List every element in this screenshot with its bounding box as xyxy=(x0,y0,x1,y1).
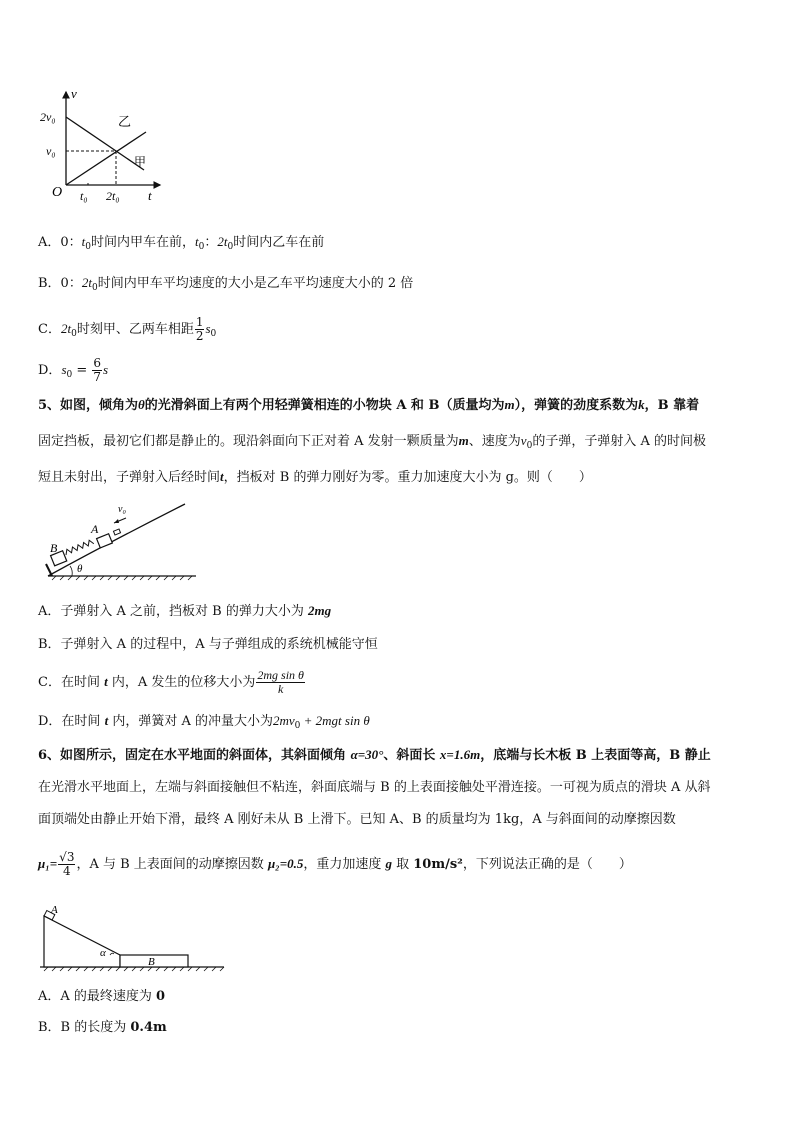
label-a: A xyxy=(91,522,99,536)
y-v0-label: v₀ xyxy=(46,144,56,158)
q5-stem-line1: 5、如图，倾角为θ的光滑斜面上有两个用轻弹簧相连的小物块 A 和 B（质量均为m），弹簧的劲度系数为k，B 靠着 xyxy=(38,397,700,413)
q5-option-b: B．子弹射入 A 的过程中，A 与子弹组成的系统机械能守恒 xyxy=(38,637,378,652)
q5-incline-figure xyxy=(40,500,200,586)
label-b: B xyxy=(148,956,155,968)
angle-arc xyxy=(70,566,72,576)
y-2v0-label: 2v₀ xyxy=(40,110,56,124)
q6-option-a: A．A 的最终速度为 0 xyxy=(38,989,166,1004)
stop-plate xyxy=(46,564,52,576)
q6-stem-line3: 面顶端处由静止开始下滑，最终 A 刚好未从 B 上滑下。已知 A、B 的质量均为 1kg，A 与斜面间的动摩擦因数 xyxy=(38,812,676,827)
incline-body xyxy=(44,916,120,967)
line-jia xyxy=(66,117,147,170)
label-v0: v₀ xyxy=(118,504,126,515)
t-axis-label: t xyxy=(148,188,152,203)
q5-stem-line2: 固定挡板，最初它们都是静止的。现沿斜面向下正对着 A 发射一颗质量为m、速度为$v_0$的子弹，子弹射入 A 的时间极 xyxy=(38,433,706,451)
x-t0-label: t₀ xyxy=(80,189,88,203)
label-jia: 甲 xyxy=(134,155,147,169)
v-axis-label: v xyxy=(71,86,77,101)
q4-option-d: D．$s_0$ = $\frac{6}{7}$ s xyxy=(38,356,109,384)
label-b: B xyxy=(50,541,58,555)
q5-option-c: C．在时间 t 内，A 发生的位移大小为 $\frac{\text{2mg sin θ}}{k}$ xyxy=(38,668,304,696)
vt-graph-figure xyxy=(38,86,168,210)
label-yi: 乙 xyxy=(118,114,132,129)
label-a: A xyxy=(51,904,58,916)
label-alpha: α xyxy=(100,947,106,959)
x-2t0-label: 2t₀ xyxy=(106,189,120,203)
q5-option-d: D．在时间 t 内，弹簧对 A 的冲量大小为$2mv_0 + 2mgt$ sin θ xyxy=(38,713,370,731)
bullet xyxy=(113,529,120,535)
origin-label: O xyxy=(52,185,63,200)
q6-stem-line2: 在光滑水平地面上，左端与斜面接触但不粘连，斜面底端与 B 的上表面接触处平滑连接。一可视为质点的滑块 A 从斜 xyxy=(38,780,711,795)
q5-option-a: A．子弹射入 A 之前，挡板对 B 的弹力大小为 2mg xyxy=(38,603,332,619)
q6-stem-line1: 6、如图所示，固定在水平地面的斜面体，其斜面倾角 α=30°、斜面长 x=1.6m，底端与长木板 B 上表面等高，B 静止 xyxy=(38,747,711,763)
q4-option-b: B．0：$2t_0$时间内甲车平均速度的大小是乙车平均速度大小的 2 倍 xyxy=(38,275,414,293)
q5-stem-line3: 短且未射出，子弹射入后经时间t，挡板对 B 的弹力刚好为零。重力加速度大小为 g。则（ ） xyxy=(38,469,592,485)
label-theta: θ xyxy=(77,563,83,575)
q4-option-a: A．0：$t_0$时间内甲车在前，$t_0$：$2t_0$时间内乙车在前 xyxy=(38,234,325,252)
incline-surface xyxy=(48,504,185,576)
block-a xyxy=(97,534,113,548)
q6-stem-line4: μ₁= $\frac{√3}{4}$ ，A 与 B 上表面间的动摩擦因数 μ₂=0.5，重力加速度 g 取 10m/s²，下列说法正确的是（ ） xyxy=(38,850,632,878)
q4-option-c: C．$2t_0$时刻甲、乙两车相距 $\frac{1}{2}$ $s_0$ xyxy=(38,315,217,343)
q6-option-b: B．B 的长度为 0.4m xyxy=(38,1020,167,1035)
spring xyxy=(64,539,94,555)
q6-incline-board-figure xyxy=(38,900,228,976)
